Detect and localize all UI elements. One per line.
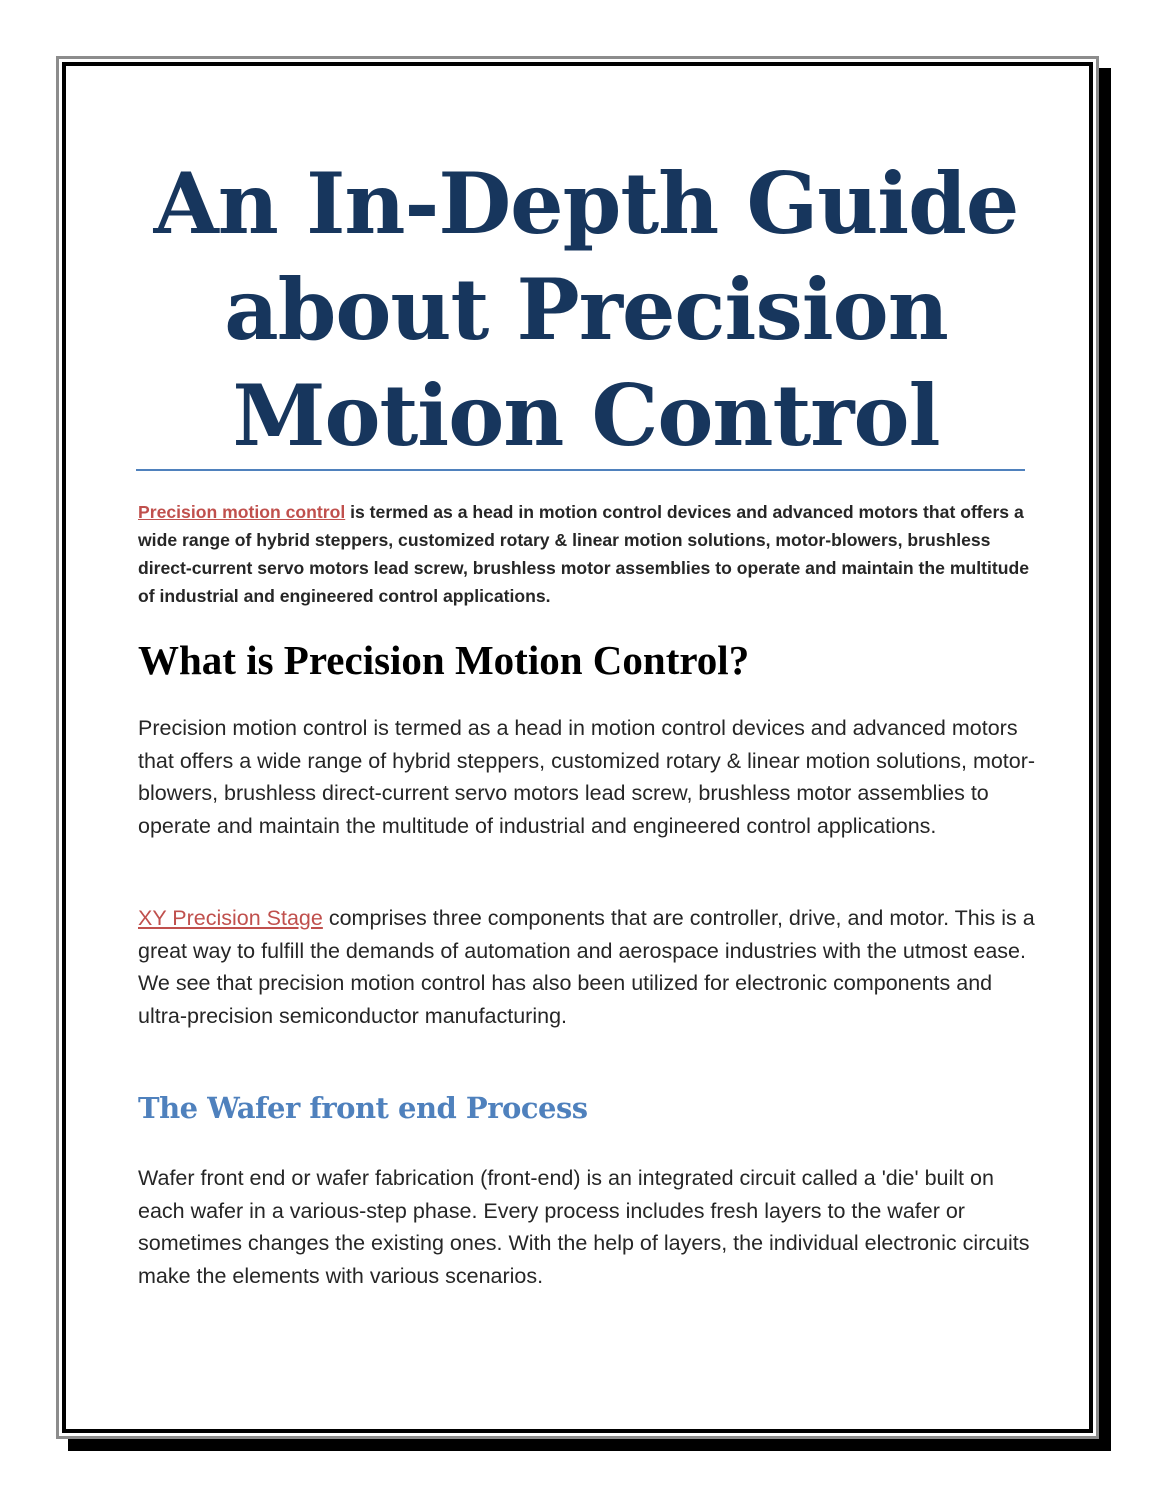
precision-motion-control-link[interactable]: Precision motion control — [138, 502, 346, 522]
title-divider — [136, 469, 1025, 471]
document-page — [56, 56, 1099, 1439]
section-heading-wafer: The Wafer front end Process — [138, 1091, 588, 1125]
page-border — [62, 62, 1093, 1433]
intro-text: is termed as a head in motion control devices and advanced motors that offers a wide range of hybrid steppers, customized rotary & linear motion solutions, motor-blowers, brushless direct-current servo motors lead screw, brushless motor assemblies to operate and maintain the multitude of industrial and engineered control applications. — [138, 502, 1030, 606]
section1-paragraph2 — [138, 902, 1043, 1032]
section2-paragraph: Wafer front end or wafer fabrication (front-end) is an integrated circuit called a 'die' built on each wafer in a various-step phase. Every process includes fresh layers to the wafer or sometimes changes the existing ones. With the help of layers, the individual electronic circuits make the elements with various scenarios. — [138, 1166, 1030, 1288]
xy-precision-stage-link[interactable]: XY Precision Stage — [138, 906, 323, 930]
intro-paragraph — [138, 498, 1038, 610]
document-title: An In-Depth Guide about Precision Motion Control — [153, 154, 1019, 465]
section-heading-what-is: What is Precision Motion Control? — [138, 637, 750, 683]
section1-paragraph1: Precision motion control is termed as a head in motion control devices and advanced motors that offers a wide range of hybrid steppers, customized rotary & linear motion solutions, motor-blowers, brushless direct-current servo motors lead screw, brushless motor assemblies to operate and maintain the multitude of industrial and engineered control applications. — [138, 716, 1036, 838]
section1-paragraph2-text: comprises three components that are controller, drive, and motor. This is a great way to fulfill the demands of automation and aerospace industries with the utmost ease. We see that precision motion control has also been utilized for electronic components and ultra-precision semiconductor manufacturing. — [138, 906, 1035, 1028]
